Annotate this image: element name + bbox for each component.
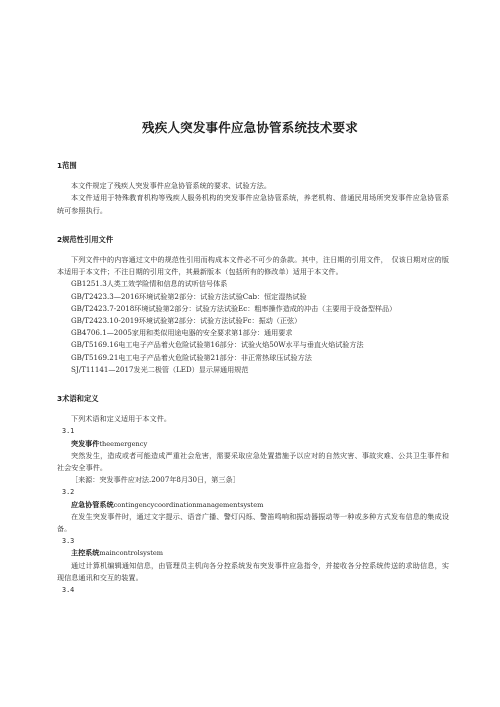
term-number: 3.4 [62,586,75,595]
term-chinese: 主控系统 [71,548,100,558]
term-entry [57,438,449,450]
section-heading-normative-references: 2规范性引用文件 [57,234,114,244]
paragraph: 本文件适用于特殊教育机构等残疾人服务机构的突发事件应急协管系统，养老机构、普通民用场所突发事件应急协管系统可参照执行。 [57,193,449,215]
reference-item: SJ/T11141—2017发光二极管（LED）显示屏通用规范 [71,364,249,374]
term-english: theemergency [99,439,148,448]
paragraph: 本文件规定了残疾人突发事件应急协管系统的要求、试验方法。 [71,181,272,191]
term-number: 3.2 [62,488,75,497]
section-heading-terms-definitions: 3术语和定义 [57,394,99,404]
reference-item: GB/T2423.3—2016环境试验第2部分：试验方法试验Cab：恒定湿热试验 [71,291,307,301]
paragraph: 下列文件中的内容通过文中的规范性引用而构成本文件必不可少的条款。其中，注日期的引用文件， 仅该日期对应的版本适用于本文件；不注日期的引用文件，其最新版本（包括所有的修改单）适用于本文件。 [57,254,449,277]
reference-item: GB/T5169.16电工电子产品着火危险试验第16部分：试验火焰50W水平与垂直火焰试验方法 [71,340,364,350]
term-number: 3.3 [62,537,75,546]
section-heading-scope: 1范围 [57,161,77,170]
document-body [57,160,449,596]
term-english: contingencycoordinationmanagementsystem [113,500,264,509]
reference-item: GB/T5169.21电工电子产品着火危险试验第21部分：非正常热球压试验方法 [71,352,312,362]
term-number: 3.1 [62,427,75,436]
reference-item: GB1251.3人类工效学险情和信息的试听信号体系 [71,279,228,289]
term-definition: 在发生突发事件时，通过文字提示、语音广播、警灯闪烁、警笛鸣响和振动器振动等一种或多种方式发布信息的集成设备。 [57,511,449,534]
reference-item: GB/T2423.7-2018环境试验第2部分：试验方法试验Ec：粗率操作造成的冲击（主要用于设备型样品） [71,303,397,313]
term-english: maincontrolsystem [99,549,164,558]
reference-item: GB4706.1—2005家用和类似用途电器的安全要求第1部分：通用要求 [71,328,293,338]
document-title: 残疾人突发事件应急协管系统技术要求 [142,120,358,135]
term-entry [57,547,449,559]
term-entry [57,499,449,511]
term-chinese: 突发事件 [71,438,100,448]
term-chinese: 应急协管系统 [71,499,114,509]
paragraph: 下列术语和定义适用于本文件。 [71,414,172,424]
term-source: ［来源：突发事件应对法.2007年8月30日，第三条］ [71,475,240,485]
term-definition: 通过计算机编辑通知信息，由管理员主机向各分控系统发布突发事件应急指令，并接收各分控系统传送的求助信息，实现信息通讯和交互的装置。 [57,560,449,582]
reference-item: GB/T2423.10-2019环境试验第2部分：试验方法试验Fc：振动（正弦） [71,316,302,325]
term-definition: 突然发生，造成或者可能造成严重社会危害，需要采取应急处置措施予以应对的自然灾害、事故灾难、公共卫生事件和社会安全事件。 [57,450,449,473]
